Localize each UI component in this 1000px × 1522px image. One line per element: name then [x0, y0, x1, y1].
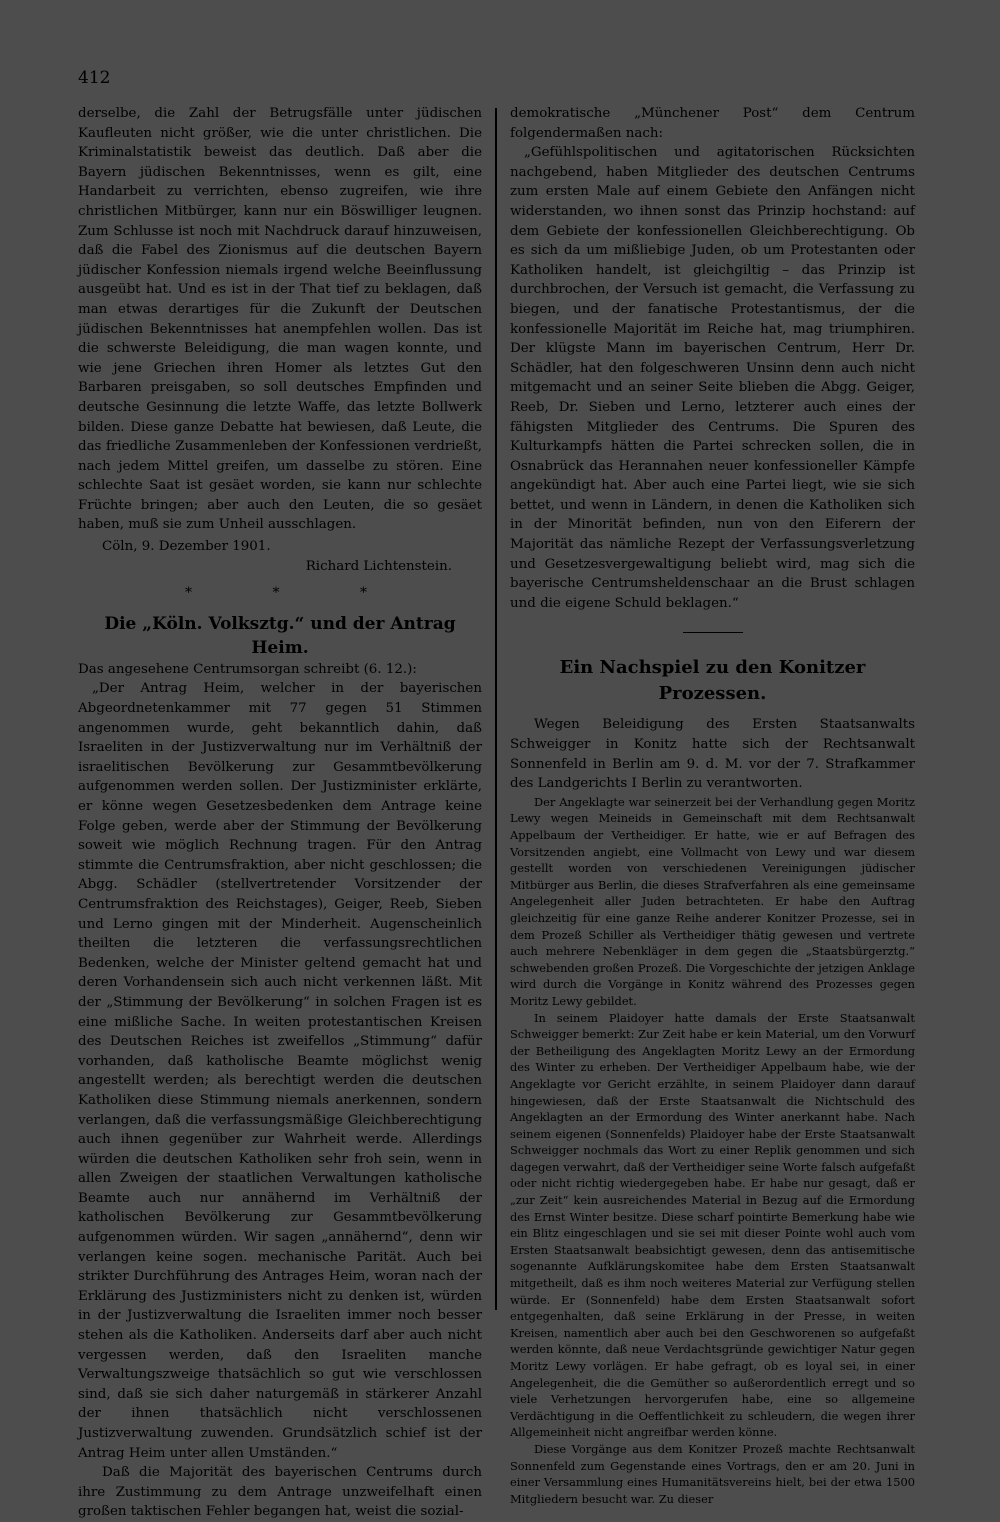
small-print-paragraph: In seinem Plaidoyer hatte damals der Erste Staatsanwalt Schweigger bemerkt: Zur Zeit habe er kein Material, um den Vorwurf der Betheiligung des Angeklagten Moritz Lewy an der Ermordung des Winter zu erheben. Der Vertheidiger Appelbaum habe, wie der Angeklagte vor Gericht erzählte, in seinem Plaidoyer dann darauf hingewiesen, daß der Erste Staatsanwalt die Nichtschuld des Angeklagten an der Ermordung des Winter anerkannt habe. Nach seinem eigenen (Sonnenfelds) Plaidoyer habe der Erste Staatsanwalt Schweigger nochmals das Wort zu einer Replik genommen und sich dagegen verwahrt, daß der Vertheidiger seine Worte falsch aufgefaßt oder nicht richtig wiedergegeben habe. Er habe nur gesagt, daß er „zur Zeit“ kein ausreichendes Material in Bezug auf die Ermordung des Ernst Winter besitze. Diese scharf pointirte Bemerkung habe wie ein Blitz eingeschlagen und sie sei mit dieser Pointe wohl auch vom Ersten Staatsanwalt beabsichtigt gewesen, denn das antisemitische sogenannte Aufklärungskomitee habe dem Ersten Staatsanwalt mitgetheilt, daß es ihm noch weiteres Material zur Verfügung stellen würde. Er (Sonnenfeld) habe dem Ersten Staatsanwalt sofort entgegenhalten, daß seine Erklärung in der Presse, in weiten Kreisen, namentlich aber auch bei den Geschworenen so aufgefaßt werden könnte, daß neue Verdachtsgründe gewichtiger Natur gegen Moritz Lewy vorlägen. Er habe gefragt, ob es loyal sei, in einer Angelegenheit, die die Gemüther so außerordentlich erregt und so viele Verhetzungen hervorgerufen habe, eine so allgemeine Verdächtigung in die Oeffentlichkeit zu schleudern, die wegen ihrer Allgemeinheit nicht angreifbar werden könne.	[510, 1010, 915, 1440]
small-print-section	[510, 794, 915, 1508]
article-headline-konitz: Ein Nachspiel zu den Konitzer Prozessen.	[559, 657, 866, 705]
page-number: 412	[78, 68, 111, 88]
article-lead: Wegen Beleidigung des Ersten Staatsanwalts Schweigger in Konitz hatte sich der Rechtsanwalt Sonnenfeld in Berlin am 9. d. M. vor der 7. Strafkammer des Landgerichts I Berlin zu verantworten.	[510, 717, 915, 792]
author-signature: Richard Lichtenstein.	[305, 558, 452, 574]
quoted-paragraph: „Der Antrag Heim, welcher in der bayerischen Abgeordnetenkammer mit 77 gegen 51 Stimmen angenommen wurde, geht bekanntlich dahin, daß Israeliten in der Justizverwaltung nur im Verhältniß der israelitischen Bevölkerung zur Gesammtbevölkerung aufgenommen werden sollen. Der Justizminister erklärte, er könne wegen Gesetzesbedenken dem Antrage keine Folge geben, werde aber der Stimmung der Bevölkerung soweit wie möglich Rechnung tragen. Für den Antrag stimmte die Centrumsfraktion, aber nicht geschlossen; die Abgg. Schädler (stellvertretender Vorsitzender der Centrumsfraktion des Reichstages), Geiger, Reeb, Sieben und Lerno gingen mit der Minderheit. Augenscheinlich theilten die letzteren die verfassungsrechtlichen Bedenken, welche der Minister geltend gemacht hat und deren Vorhandensein sich auch nicht verkennen läßt. Mit der „Stimmung der Bevölkerung“ in solchen Fragen ist es eine mißliche Sache. In weiten protestantischen Kreisen des Deutschen Reiches ist zweifellos „Stimmung“ dafür vorhanden, daß katholische Beamte möglichst wenig angestellt werden; als berechtigt werden die deutschen Katholiken diese Stimmung niemals anerkennen, sondern verlangen, daß die verfassungsmäßige Gleichberechtigung auch ihnen gegenüber zur Wahrheit werde. Allerdings würden die deutschen Katholiken sehr froh sein, wenn in allen Zweigen der staatlichen Verwaltungen katholische Beamte auch nur annähernd im Verhältniß der katholischen Bevölkerung zur Gesammtbevölkerung aufgenommen würden. Wir sagen „annähernd“, denn wir verlangen keine sogen. mechanische Parität. Auch bei strikter Durchführung des Antrages Heim, woran nach der Erklärung des Justizministers nicht zu denken ist, würden in der Justizverwaltung die Israeliten immer noch besser stehen als die Katholiken. Anderseits darf aber auch nicht vergessen werden, daß den Israeliten manche Verwaltungszweige thatsächlich so gut wie verschlossen sind, daß sie sich daher naturgemäß in stärkerer Anzahl der ihnen thatsächlich nicht verschlossenen Justizverwaltung zuwenden. Grundsätzlich schief ist der Antrag Heim unter allen Umständen.“	[78, 681, 482, 1461]
article-continuation-paragraph: derselbe, die Zahl der Betrugsfälle unter jüdischen Kaufleuten nicht größer, wie die unter christlichen. Die Kriminalstatistik beweist das deutlich. Daß aber die Bayern jüdischen Bekenntnisses, wenn es gilt, eine Handarbeit zu verrichten, ebenso zugreifen, wie ihre christlichen Mitbürger, kann nur ein Böswilliger leugnen. Zum Schlusse ist noch mit Nachdruck darauf hinzuweisen, daß die Fabel des Zionismus auf die deutschen Bayern jüdischer Konfession niemals irgend welche Beeinflussung ausgeübt hat. Und es ist in der That tief zu beklagen, daß man etwas derartiges für die Zukunft der Deutschen jüdischen Bekenntnisses hat anempfehlen wollen. Das ist die schwerste Beleidigung, die man wagen konnte, und wie jene Griechen ihren Homer als letztes Gut den Barbaren preisgaben, so soll deutsches Empfinden und deutsche Gesinnung die letzte Waffe, das letzte Bollwerk bilden. Diese ganze Debatte hat bewiesen, daß Leute, die das friedliche Zusammenleben der Konfessionen verdrießt, nach jedem Mittel greifen, um dasselbe zu stören. Eine schlechte Saat ist gesäet worden, sie kann nur schlechte Früchte bringen; aber auch den Leuten, die so gesäet haben, muß sie zum Unheil ausschlagen.	[78, 106, 482, 533]
article-paragraph: demokratische „Münchener Post“ dem Centrum folgendermaßen nach:	[510, 106, 915, 141]
article-separator-rule	[510, 623, 915, 643]
article-headline-antrag-heim: Die „Köln. Volksztg.“ und der Antrag Heim.	[104, 613, 456, 658]
dateline: Cöln, 9. Dezember 1901.	[102, 539, 271, 555]
column-divider	[495, 108, 497, 1310]
article-paragraph: Daß die Majorität des bayerischen Centrums durch ihre Zustimmung zu dem Antrage unzweifelhaft einen großen taktischen Fehler begangen hat, weist die sozial-	[78, 1465, 482, 1520]
left-column	[78, 104, 482, 1522]
quoted-paragraph: „Gefühlspolitischen und agitatorischen Rücksichten nachgebend, haben Mitglieder des deutschen Centrums zum ersten Male auf einem Gebiete den Anfängen nicht widerstanden, wo ihnen sonst das Prinzip hochstand: auf dem Gebiete der konfessionellen Gleichberechtigung. Ob es sich da um mißliebige Juden, ob um Protestanten oder Katholiken handelt, ist gleichgiltig – das Prinzip ist durchbrochen, der Versuch ist gemacht, die Verfassung zu biegen, und der fanatische Protestantismus, der die konfessionelle Majorität im Reiche hat, mag triumphiren. Der klügste Mann im bayerischen Centrum, Herr Dr. Schädler, hat den folgeschweren Unsinn denn auch nicht mitgemacht und an seiner Seite blieben die Abgg. Geiger, Reeb, Dr. Sieben und Lerno, letzterer auch eines der fähigsten Mitglieder des Centrums. Die Spuren des Kulturkampfs hätten die Partei schrecken sollen, die in Osnabrück das Herannahen neuer konfessioneller Kämpfe angekündigt hat. Aber auch eine Partei liegt, wie sie sich bettet, und wenn in Ländern, in denen die Katholiken sich in der Minorität befinden, nun von den Eiferern der Majorität das nämliche Rezept der Verfassungsverletzung und Gesetzesvergewaltigung beliebt wird, mag sich die bayerische Centrumsheldenschaar an die Brust schlagen und die eigene Schuld beklagen.“	[510, 145, 915, 611]
right-column	[510, 104, 915, 1507]
small-print-paragraph: Diese Vorgänge aus dem Konitzer Prozeß machte Rechtsanwalt Sonnenfeld zum Gegenstande eines Vortrags, den er am 20. Juni in einer Versammlung eines Humanitätsvereins hielt, bei der etwa 1500 Mitgliedern besucht war. Zu dieser	[510, 1441, 915, 1506]
article-intro: Das angesehene Centrumsorgan schreibt (6. 12.):	[78, 661, 417, 677]
small-print-paragraph: Der Angeklagte war seinerzeit bei der Verhandlung gegen Moritz Lewy wegen Meineids in Gemeinschaft mit dem Rechtsanwalt Appelbaum der Vertheidiger. Er hatte, wie er auf Befragen des Vorsitzenden angiebt, eine Vollmacht von Lewy und war diesem gestellt worden von verschiedenen Vereinigungen jüdischer Mitbürger aus Berlin, die dieses Strafverfahren als eine gemeinsame Angelegenheit aller Juden betrachteten. Er habe den Auftrag gleichzeitig für eine ganze Reihe anderer Konitzer Prozesse, sei in dem Prozeß Schiller als Vertheidiger thätig gewesen und vertrete auch mehrere Nebenkläger in dem gegen die „Staatsbürgerztg.“ schwebenden großen Prozeß. Die Vorgeschichte der jetzigen Anklage wird durch die Vorgänge in Konitz während des Prozesses gegen Moritz Lewy gebildet.	[510, 794, 915, 1008]
section-separator-stars: * * *	[185, 585, 405, 602]
